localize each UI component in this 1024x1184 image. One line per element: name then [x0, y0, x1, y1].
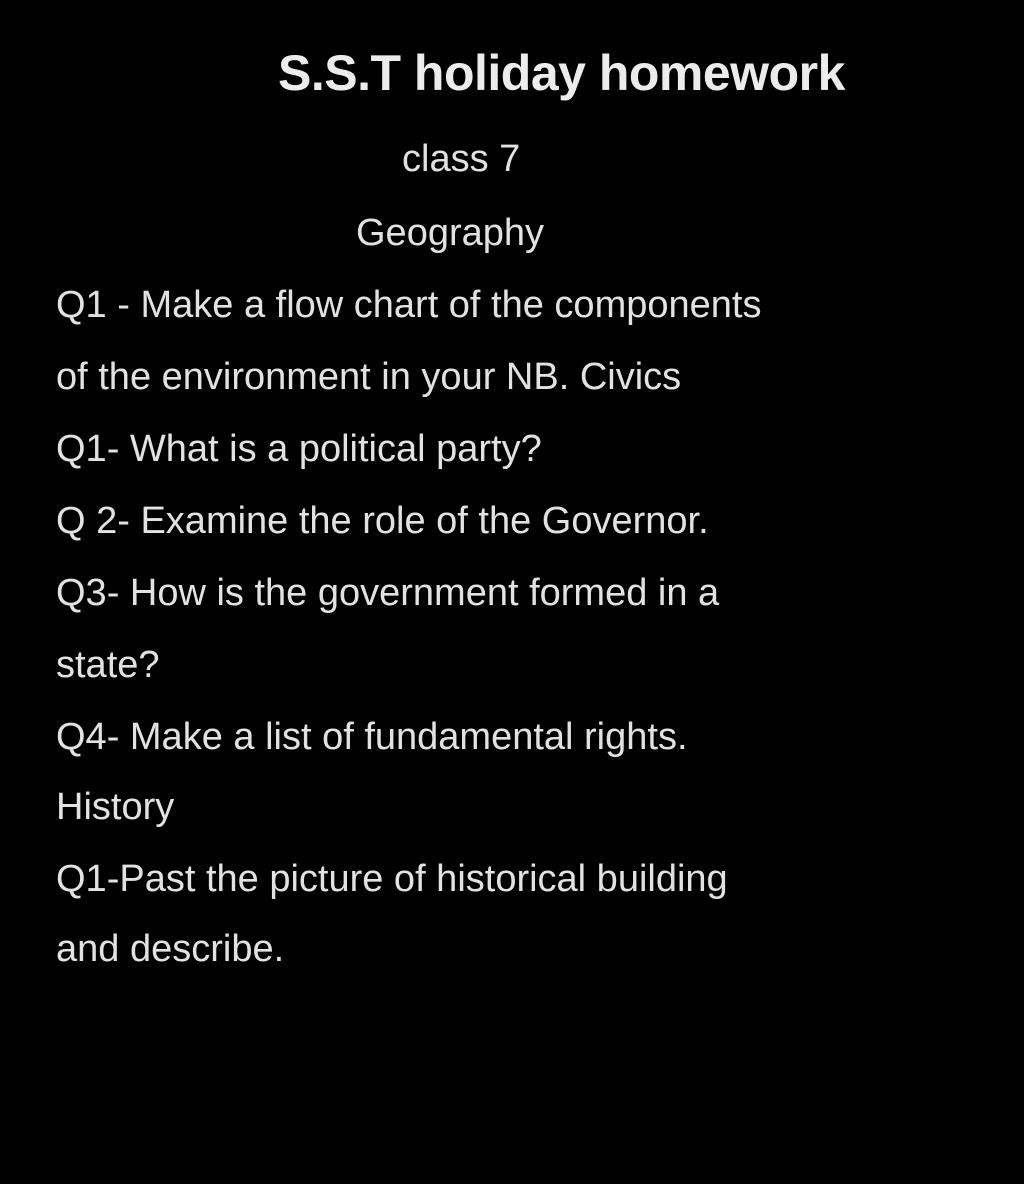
- text-line: Q1-Past the picture of historical building: [56, 858, 728, 900]
- text-line: Q 2- Examine the role of the Governor.: [56, 500, 709, 542]
- text-line: Q1- What is a political party?: [56, 428, 542, 470]
- section-heading-history: History: [56, 786, 175, 828]
- text-line: of the environment in your NB. Civics: [56, 356, 682, 398]
- text-line: Q3- How is the government formed in a: [56, 572, 720, 614]
- text-line: Q1 - Make a flow chart of the components: [56, 284, 762, 326]
- section-heading-geography: Geography: [356, 212, 545, 254]
- page-title: S.S.T holiday homework: [278, 45, 845, 101]
- class-label: class 7: [402, 138, 521, 180]
- text-line: Q4- Make a list of fundamental rights.: [56, 716, 688, 758]
- text-line: and describe.: [56, 928, 285, 970]
- text-line: state?: [56, 644, 160, 686]
